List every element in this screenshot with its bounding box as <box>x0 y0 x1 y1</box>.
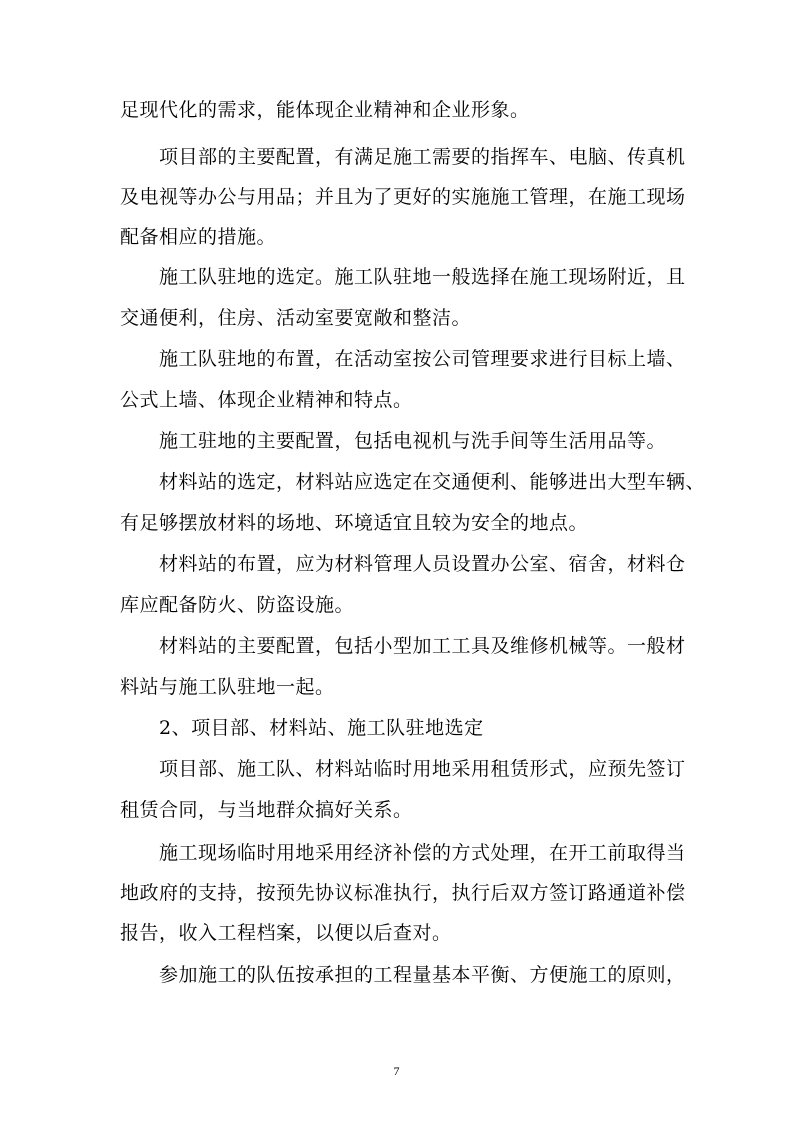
paragraph-line: 项目部的主要配置，有满足施工需要的指挥车、电脑、传真机 <box>159 146 686 168</box>
paragraph-line: 配备相应的措施。 <box>120 226 277 248</box>
paragraph-line: 报告，收入工程档案，以便以后查对。 <box>120 922 452 944</box>
section-heading: 2、项目部、材料站、施工队驻地选定 <box>159 717 484 739</box>
paragraph-line: 租赁合同，与当地群众搞好关系。 <box>120 799 413 821</box>
paragraph-line: 及电视等办公与用品；并且为了更好的实施施工管理，在施工现场 <box>120 186 686 208</box>
paragraph-line: 料站与施工队驻地一起。 <box>120 676 335 698</box>
paragraph-line: 材料站的主要配置，包括小型加工工具及维修机械等。一般材 <box>159 635 686 657</box>
paragraph-line: 施工现场临时用地采用经济补偿的方式处理，在开工前取得当 <box>159 842 686 864</box>
page-number: 7 <box>393 1064 400 1078</box>
paragraph-line: 项目部、施工队、材料站临时用地采用租赁形式，应预先签订 <box>159 758 686 780</box>
paragraph-line: 足现代化的需求，能体现企业精神和企业形象。 <box>120 99 530 121</box>
paragraph-line: 库应配备防火、防盗设施。 <box>120 594 355 616</box>
paragraph-line: 参加施工的队伍按承担的工程量基本平衡、方便施工的原则， <box>159 964 686 986</box>
paragraph-line: 交通便利，住房、活动室要宽敞和整洁。 <box>120 307 472 329</box>
paragraph-line: 施工驻地的主要配置，包括电视机与洗手间等生活用品等。 <box>159 430 667 452</box>
paragraph-line: 公式上墙、体现企业精神和特点。 <box>120 389 413 411</box>
paragraph-line: 有足够摆放材料的场地、环境适宜且较为安全的地点。 <box>120 512 589 534</box>
paragraph-line: 材料站的布置，应为材料管理人员设置办公室、宿舍，材料仓 <box>159 553 686 575</box>
paragraph-line: 地政府的支持，按预先协议标准执行，执行后双方签订路通道补偿 <box>120 882 686 904</box>
paragraph-line: 材料站的选定，材料站应选定在交通便利、能够进出大型车辆、 <box>159 471 706 493</box>
paragraph-line: 施工队驻地的布置，在活动室按公司管理要求进行目标上墙、 <box>159 348 686 370</box>
paragraph-line: 施工队驻地的选定。施工队驻地一般选择在施工现场附近，且 <box>159 266 686 288</box>
